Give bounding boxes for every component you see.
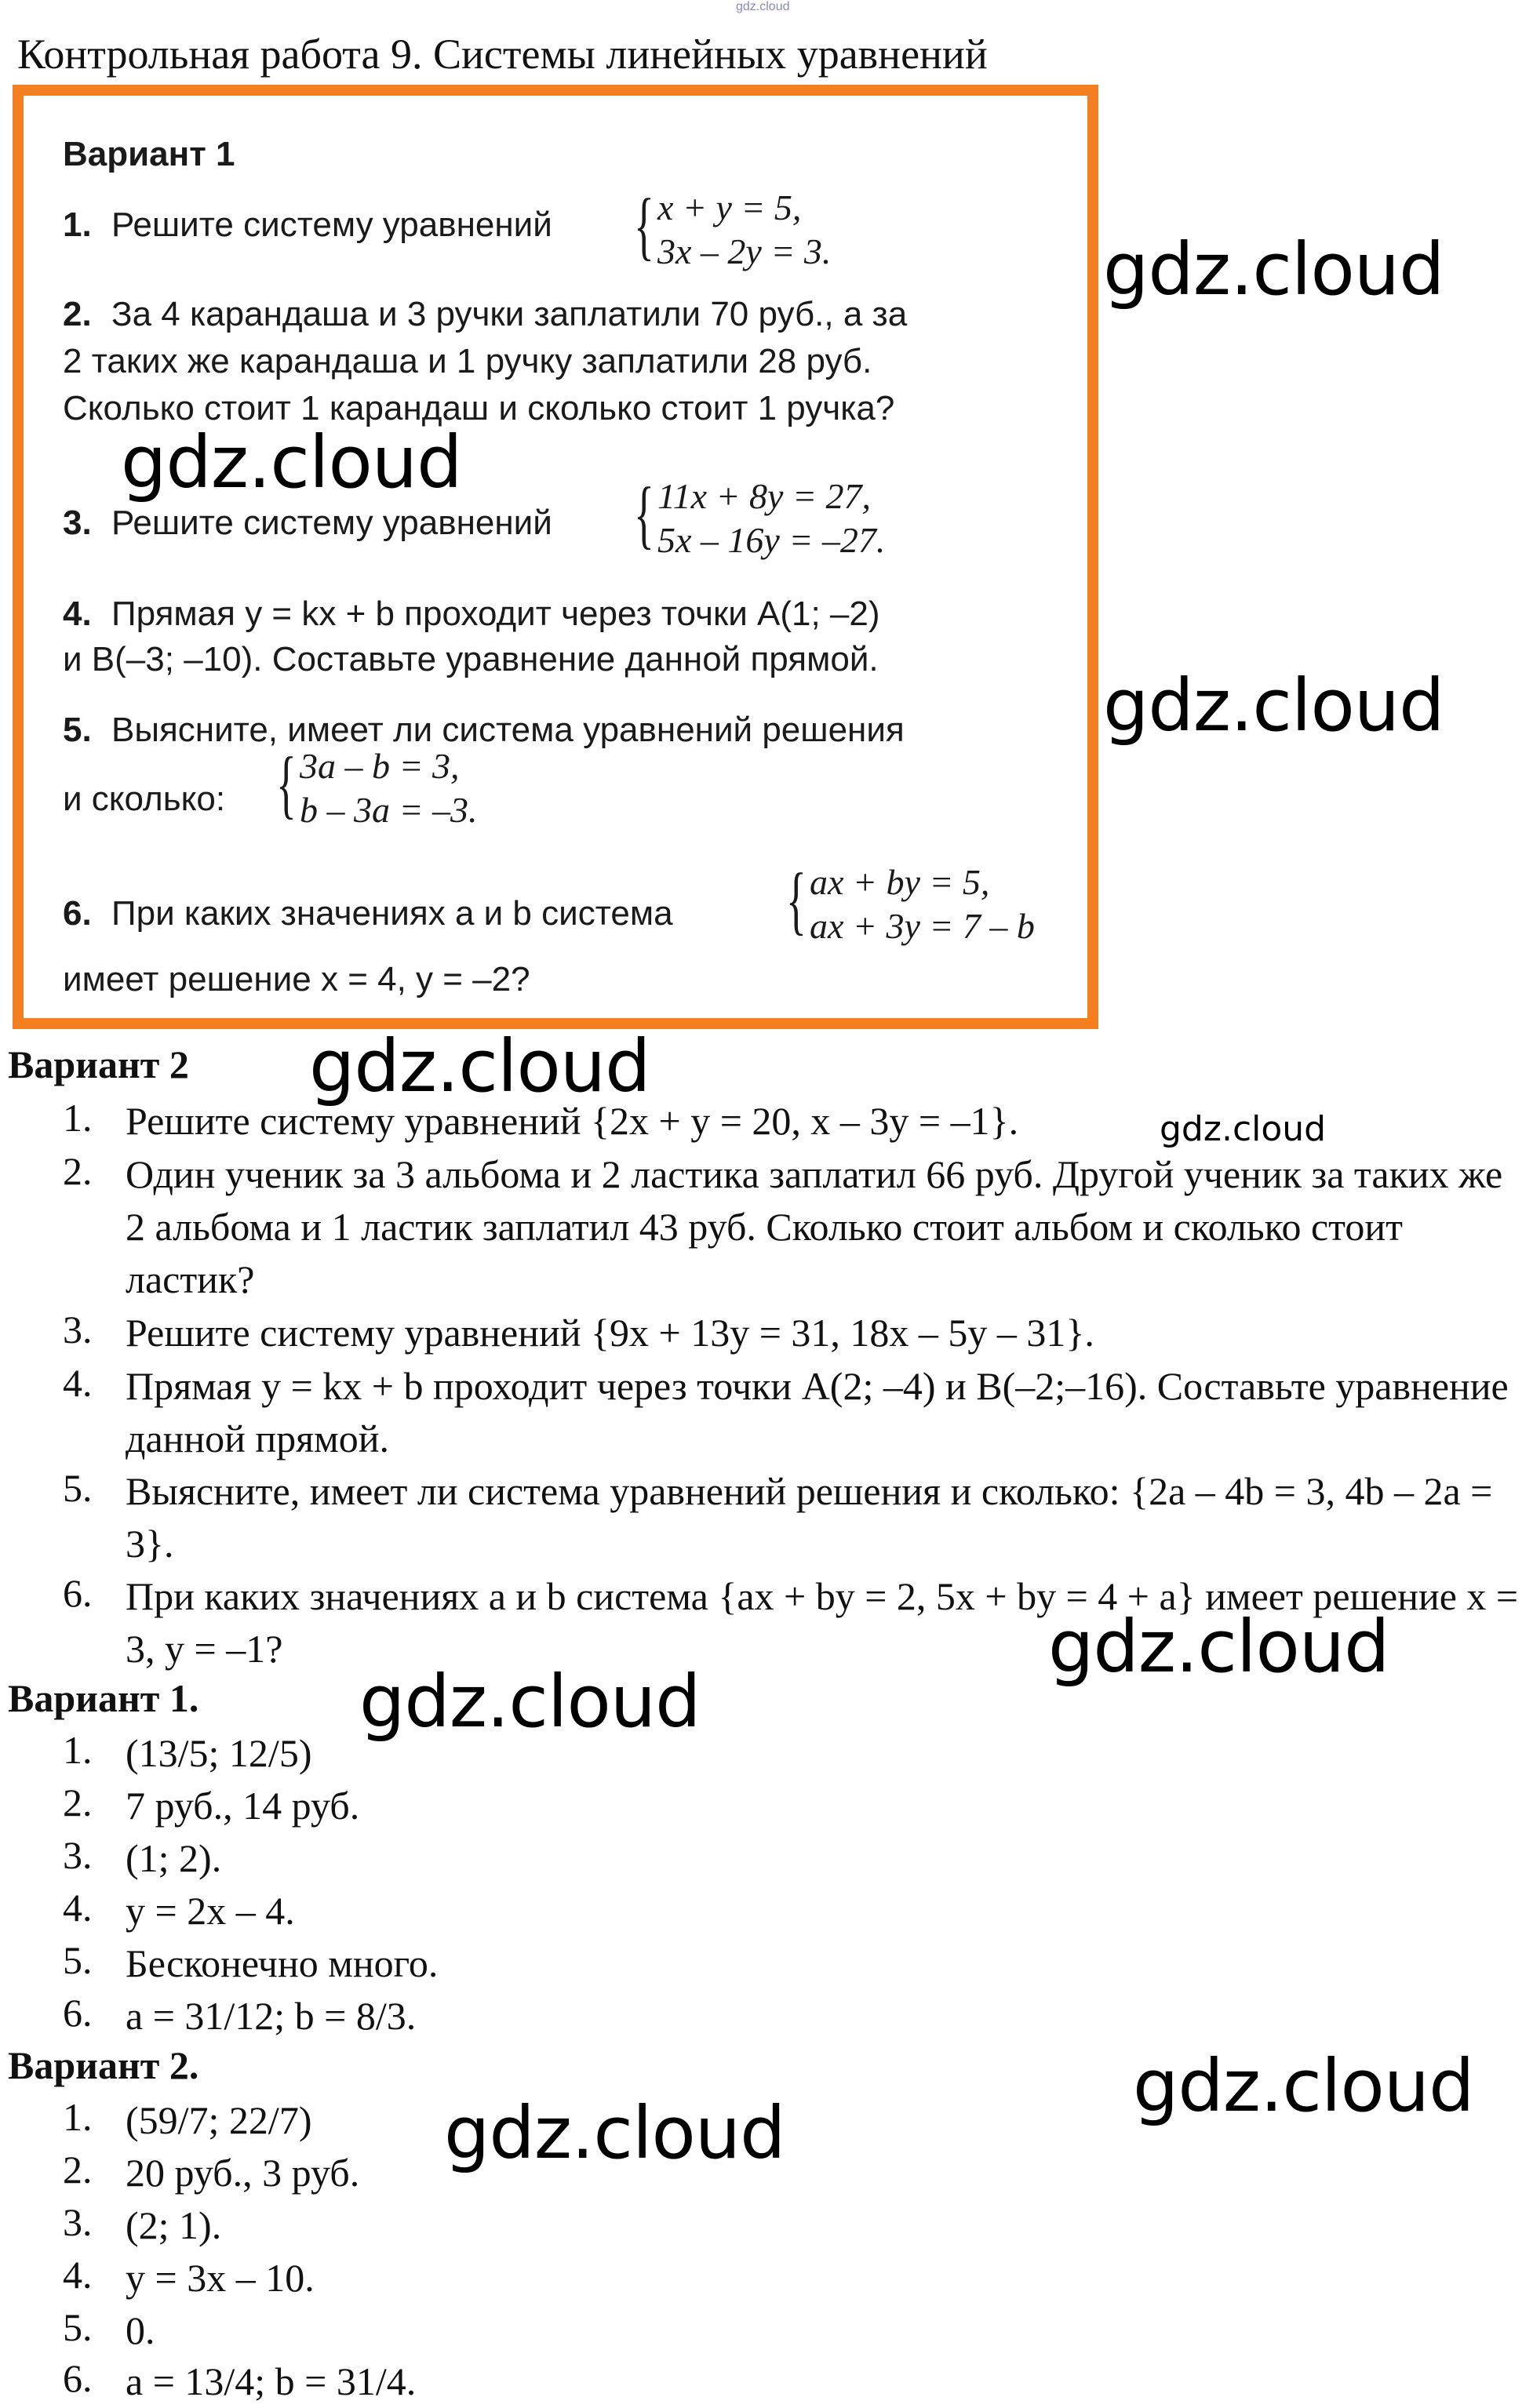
scan-task5-number: 5. xyxy=(63,711,92,749)
scan-task2-number: 2. xyxy=(63,295,92,333)
top-watermark: gdz.cloud xyxy=(736,0,790,13)
watermark: gdz.cloud xyxy=(1048,1605,1389,1689)
scan-task4-number: 4. xyxy=(63,595,92,633)
scan-task6-number: 6. xyxy=(63,894,92,933)
scan-task1-number: 1. xyxy=(63,206,92,244)
scan-task1-text: Решите систему уравнений xyxy=(111,206,552,244)
watermark: gdz.cloud xyxy=(1160,1109,1327,1149)
scan-task6-line2: имеет решение x = 4, y = –2? xyxy=(63,960,530,998)
scan-task2-line3: Сколько стоит 1 карандаш и сколько стоит 1 ручка? xyxy=(63,389,895,427)
watermark: gdz.cloud xyxy=(444,2091,785,2175)
answers1-heading: Вариант 1. xyxy=(8,1676,199,1720)
scan-task3-text: Решите систему уравнений xyxy=(111,504,552,542)
scan-task4-line1: Прямая y = kx + b проходит через точки A(1; –2) xyxy=(111,595,880,633)
scan-task2-line2: 2 таких же карандаша и 1 ручку заплатили 28 руб. xyxy=(63,342,872,380)
watermark: gdz.cloud xyxy=(309,1024,650,1108)
scan-task3-number: 3. xyxy=(63,504,92,542)
page-title: Контрольная работа 9. Системы линейных уравнений xyxy=(17,31,988,78)
watermark: gdz.cloud xyxy=(1103,227,1444,311)
watermark: gdz.cloud xyxy=(1103,664,1444,747)
scan-task5-line1: Выясните, имеет ли система уравнений решения xyxy=(111,711,905,749)
scan-task6-line1: При каких значениях a и b система xyxy=(111,894,673,933)
scan-task4-line2: и B(–3; –10). Составьте уравнение данной прямой. xyxy=(63,640,879,678)
watermark: gdz.cloud xyxy=(359,1660,701,1744)
scan-task2-line1: За 4 карандаша и 3 ручки заплатили 70 руб., а за xyxy=(111,295,908,333)
variant2-heading: Вариант 2 xyxy=(8,1042,189,1086)
answers2-heading: Вариант 2. xyxy=(8,2043,199,2087)
watermark: gdz.cloud xyxy=(121,420,462,504)
watermark: gdz.cloud xyxy=(1133,2044,1474,2128)
scan-task5-line2: и сколько: xyxy=(63,780,226,818)
scanned-task-frame: Вариант 1 1. Решите систему уравнений { x + y = 5, 3x – 2y = 3. 2. За 4 карандаша и 3 ручки заплатили 70 руб., а за 2 таких же карандаша и 1 ручку заплатили 28 руб. Сколько стоит 1 карандаш и сколько стоит 1 ручка? 3. Решите систему уравнений { 11x + 8y = 27, 5x – 16y = –27. 4. Прямая y = kx + b проходит через точки A(1; –2) и B(–3; –10). Составьте уравнение данной прямой. 5. Выясните, имеет ли система уравнений решения и сколько: { 3a – b = 3, b – 3a = –3. 6. При каких значениях a и b система имеет решение x = 4, y = –2? { ax + by = 5, ax + 3y = 7 – b xyxy=(13,85,1098,1029)
scan-variant-heading: Вариант 1 xyxy=(63,135,235,173)
